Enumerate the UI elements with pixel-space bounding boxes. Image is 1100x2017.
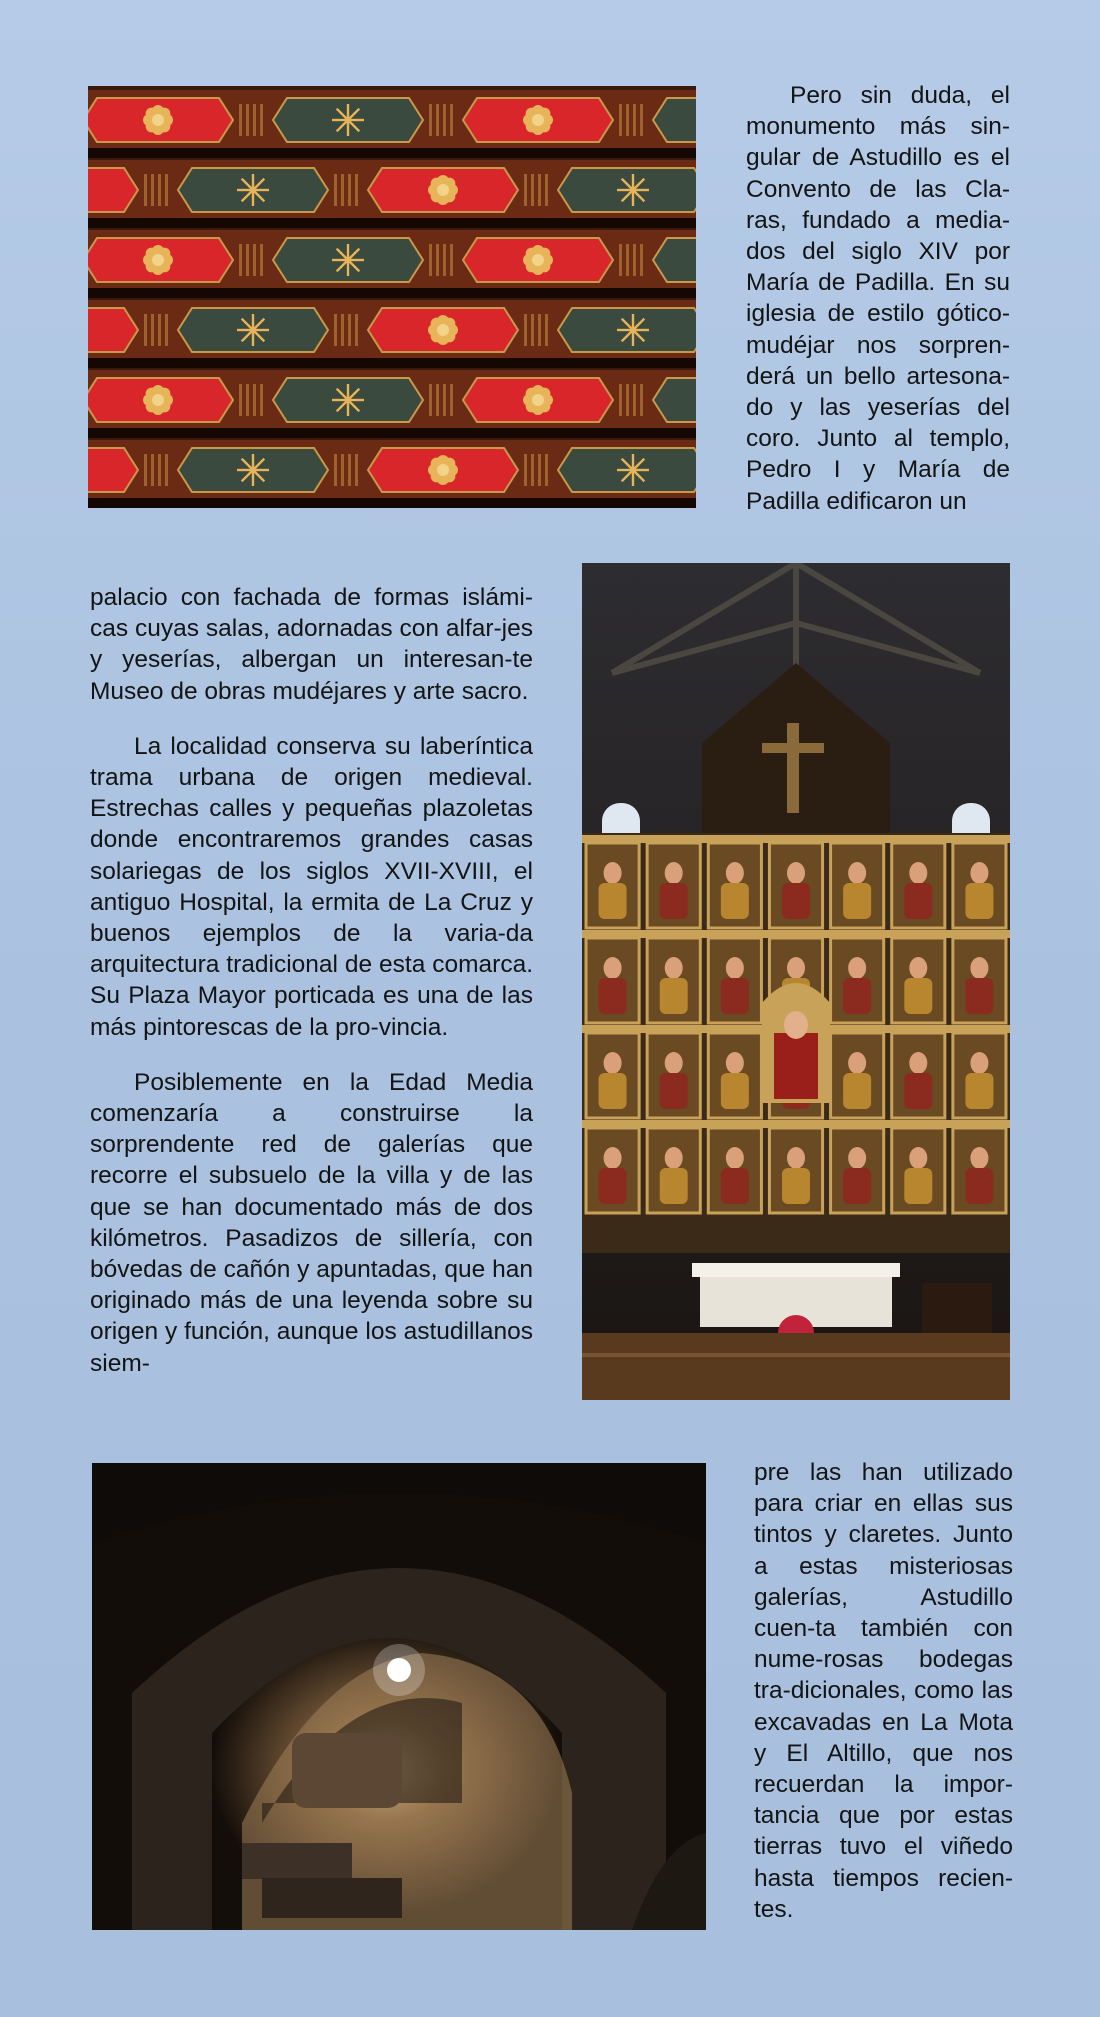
text-column-bottom-right bbox=[754, 1457, 1013, 1925]
ceiling-artesonado-photo bbox=[88, 86, 696, 508]
altarpiece-illustration bbox=[582, 563, 1010, 1400]
paragraph: Pero sin duda, el monumento más sin-gular de Astudillo es el Convento de las Cla-ras, fundado a media-dos del siglo XIV por María de Padilla. En su iglesia de estilo gótico-mudéjar nos sorpren-derá un bello artesona-do y las yeserías del coro. Junto al templo, Pedro I y María de Padilla edificaron un bbox=[746, 82, 1010, 515]
paragraph: Posiblemente en la Edad Media comenzaría a construirse la sorprendente red de galerías que recorre el subsuelo de la villa y de las que se han documentado más de dos kilómetros. Pasadizos de sillería, con bóvedas de cañón y apuntadas, que han originado más de una leyenda sobre su origen y función, aunque los astudillanos siem- bbox=[90, 1068, 533, 1377]
altarpiece-photo bbox=[582, 563, 1010, 1400]
text-column-top-right bbox=[746, 80, 1010, 517]
ceiling-illustration bbox=[88, 86, 696, 508]
text-column-middle-left bbox=[90, 582, 533, 1379]
cellar-illustration bbox=[92, 1463, 706, 1930]
cellar-galleries-photo bbox=[92, 1463, 706, 1930]
paragraph: pre las han utilizado para criar en ellas sus tintos y claretes. Junto a estas misteriosas galerías, Astudillo cuen-ta también con nume-rosas bodegas tra-dicionales, como las excavadas en La Mota y El Altillo, que nos recuerdan la impor-tancia que por estas tierras tuvo el viñedo hasta tiempos recien-tes. bbox=[754, 1459, 1013, 1923]
paragraph: palacio con fachada de formas islámi-cas cuyas salas, adornadas con alfar-jes y yeserías, albergan un interesan-te Museo de obras mudéjares y arte sacro. bbox=[90, 584, 533, 705]
paragraph: La localidad conserva su laberíntica trama urbana de origen medieval. Estrechas calles y pequeñas plazoletas donde encontraremos grandes casas solariegas de los siglos XVII-XVIII, el antiguo Hospital, la ermita de La Cruz y buenos ejemplos de la varia-da arquitectura tradicional de esta comarca. Su Plaza Mayor porticada es una de las más pintorescas de la pro-vincia. bbox=[90, 732, 533, 1041]
